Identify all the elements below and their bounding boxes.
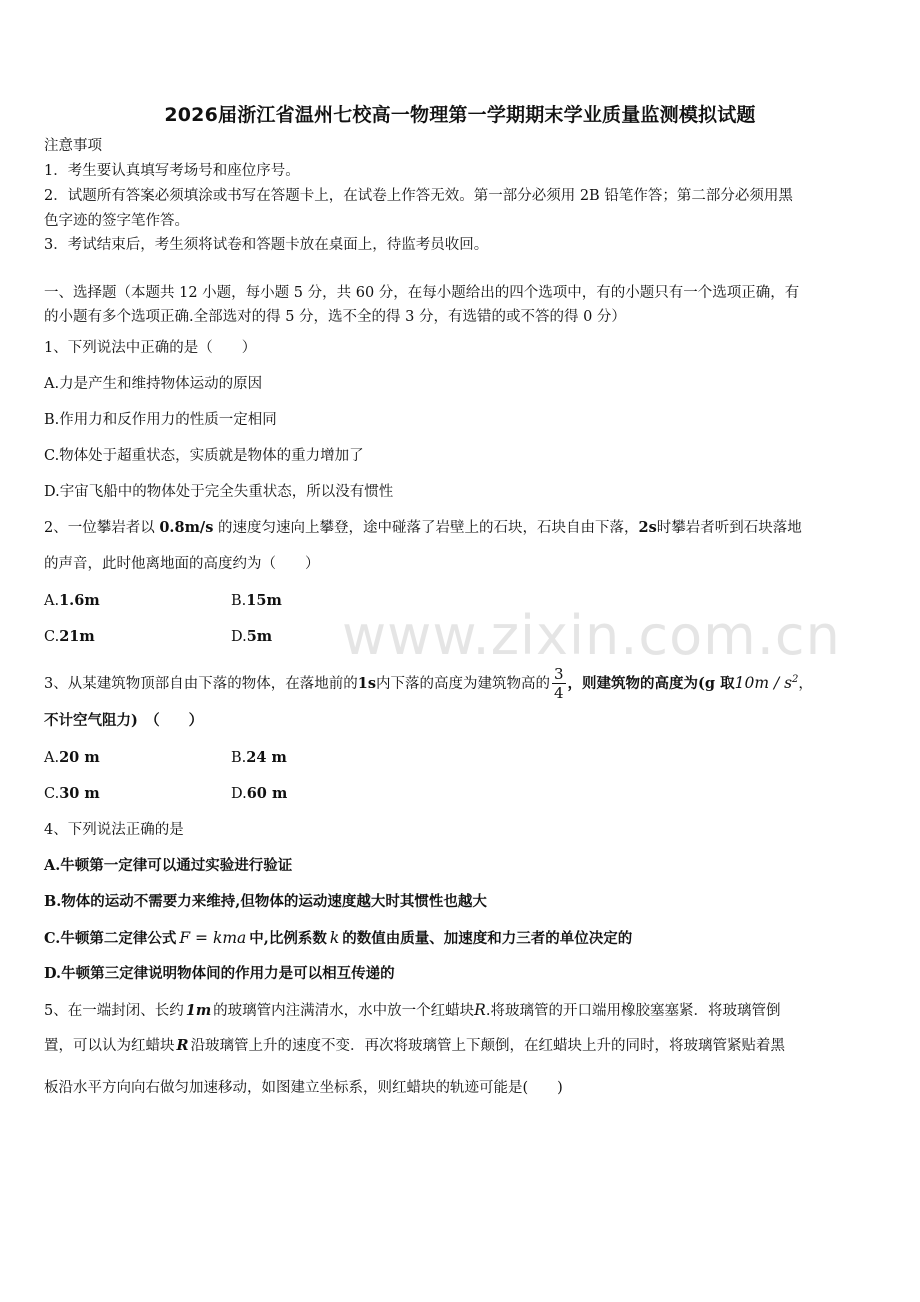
q5-stem-cont — [44, 1036, 785, 1056]
q2-option-a-value: 1.6m — [59, 592, 100, 609]
q4-formula: F = kma — [179, 929, 247, 947]
q5-text-1: 5、在一端封闭、长约 — [44, 1003, 184, 1019]
q3-text-4: ， — [798, 675, 813, 692]
q4-stem: 4、下列说法正确的是 — [44, 822, 184, 838]
q3-g-exponent: 2 — [792, 674, 799, 685]
q3-option-c — [44, 784, 100, 804]
q4-option-a: A.牛顿第一定律可以通过实验进行验证 — [44, 857, 293, 874]
q2-stem — [44, 518, 802, 538]
q5-length: 1m — [185, 1002, 212, 1019]
q4-k: k — [329, 929, 340, 947]
section-instructions: 一、选择题（本题共 12 小题，每小题 5 分，共 60 分，在每小题给出的四个选项中，有的小题只有一个选项正确，有 — [44, 285, 800, 301]
q1-stem: 1、下列说法中正确的是（ ） — [44, 340, 257, 356]
q3-g-value: 10m / s — [734, 673, 793, 692]
q3-fraction-denominator: 4 — [554, 684, 564, 703]
q5-r: R — [474, 1001, 486, 1019]
q3-stem-cont: 不计空气阻力) （ ） — [44, 712, 204, 729]
q1-option-a: A.力是产生和维持物体运动的原因 — [44, 376, 263, 392]
q5-text-5: 沿玻璃管上升的速度不变．再次将玻璃管上下颠倒，在红蜡块上升的同时，将玻璃管紧贴着黑 — [190, 1038, 786, 1054]
q2-text-2: 的速度匀速向上攀登，途中碰落了岩壁上的石块，石块自由下落， — [217, 520, 639, 536]
q3-text-3: ，则建筑物的高度为(g 取 — [567, 674, 735, 692]
q3-option-c-label: C. — [44, 786, 60, 802]
q4-option-b: B.物体的运动不需要力来维持,但物体的运动速度越大时其惯性也越大 — [44, 893, 487, 910]
section-instructions-cont: 的小题有多个选项正确.全部选对的得 5 分，选不全的得 3 分，有选错的或不答的得 0 分） — [44, 309, 626, 325]
q2-option-d-label: D. — [231, 629, 247, 645]
q5-r-2: R — [176, 1037, 189, 1054]
q4-option-c-text-1: C.牛顿第二定律公式 — [44, 930, 177, 947]
q2-text-3: 时攀岩者听到石块落地 — [656, 520, 802, 536]
q2-option-d-value: 5m — [246, 628, 273, 645]
q2-stem-cont: 的声音，此时他离地面的高度约为（ ） — [44, 556, 320, 572]
notice-item-2-cont: 色字迹的签字笔作答。 — [44, 213, 189, 229]
q3-option-a-value: 20 m — [59, 749, 100, 766]
q3-fraction-numerator: 3 — [554, 665, 564, 684]
notice-item-2: 2．试题所有答案必须填涂或书写在答题卡上，在试卷上作答无效。第一部分必须用 2B 铅笔作答；第二部分必须用黑 — [44, 188, 793, 204]
q2-time: 2s — [638, 519, 657, 536]
q3-option-a — [44, 748, 100, 768]
q2-speed: 0.8m/s — [159, 519, 214, 536]
q5-stem-cont-2: 板沿水平方向向右做匀加速移动，如图建立坐标系，则红蜡块的轨迹可能是( ) — [44, 1080, 563, 1096]
q2-option-a-label: A. — [44, 593, 60, 609]
q3-fraction — [552, 665, 566, 702]
q3-option-b-label: B. — [231, 750, 247, 766]
q2-option-b — [231, 591, 282, 611]
q3-option-b-value: 24 m — [246, 749, 287, 766]
notice-item-3: 3．考试结束后，考生须将试卷和答题卡放在桌面上，待监考员收回。 — [44, 237, 489, 253]
q3-text-1: 3、从某建筑物顶部自由下落的物体，在落地前的 — [44, 675, 358, 692]
q2-option-b-label: B. — [231, 593, 247, 609]
q1-option-b: B.作用力和反作用力的性质一定相同 — [44, 412, 277, 428]
q2-option-c — [44, 627, 95, 647]
q5-text-2: 的玻璃管内注满清水，水中放一个红蜡块 — [213, 1003, 475, 1019]
q3-time: 1s — [357, 674, 376, 692]
q3-option-b — [231, 748, 287, 768]
notice-heading: 注意事项 — [44, 138, 102, 154]
watermark: www.zixin.com.cn — [342, 604, 841, 667]
notice-item-1: 1．考生要认真填写考场号和座位序号。 — [44, 163, 300, 179]
q2-option-d — [231, 627, 272, 647]
q2-option-a — [44, 591, 100, 611]
q2-option-c-label: C. — [44, 629, 60, 645]
q3-option-d-label: D. — [231, 786, 247, 802]
q2-option-b-value: 15m — [246, 592, 282, 609]
q3-option-c-value: 30 m — [59, 785, 100, 802]
q4-option-c-text-3: 的数值由质量、加速度和力三者的单位决定的 — [342, 930, 633, 947]
q5-text-3: .将玻璃管的开口端用橡胶塞塞紧．将玻璃管倒 — [485, 1003, 781, 1019]
page-title: 2026届浙江省温州七校高一物理第一学期期末学业质量监测模拟试题 — [164, 104, 756, 126]
q5-stem — [44, 1000, 780, 1021]
q3-text-2: 内下落的高度为建筑物高的 — [376, 675, 550, 692]
q5-text-4: 置，可以认为红蜡块 — [44, 1038, 175, 1054]
q2-option-c-value: 21m — [59, 628, 95, 645]
q4-option-d: D.牛顿第三定律说明物体间的作用力是可以相互传递的 — [44, 965, 395, 982]
q3-option-d-value: 60 m — [246, 785, 288, 802]
q3-option-a-label: A. — [44, 750, 60, 766]
q3-option-d — [231, 784, 287, 804]
q1-option-d: D.宇宙飞船中的物体处于完全失重状态，所以没有惯性 — [44, 484, 394, 500]
q1-option-c: C.物体处于超重状态，实质就是物体的重力增加了 — [44, 448, 364, 464]
q2-text-1: 2、一位攀岩者以 — [44, 520, 155, 536]
q4-option-c-text-2: 中,比例系数 — [249, 930, 327, 947]
q4-option-c — [44, 928, 632, 949]
